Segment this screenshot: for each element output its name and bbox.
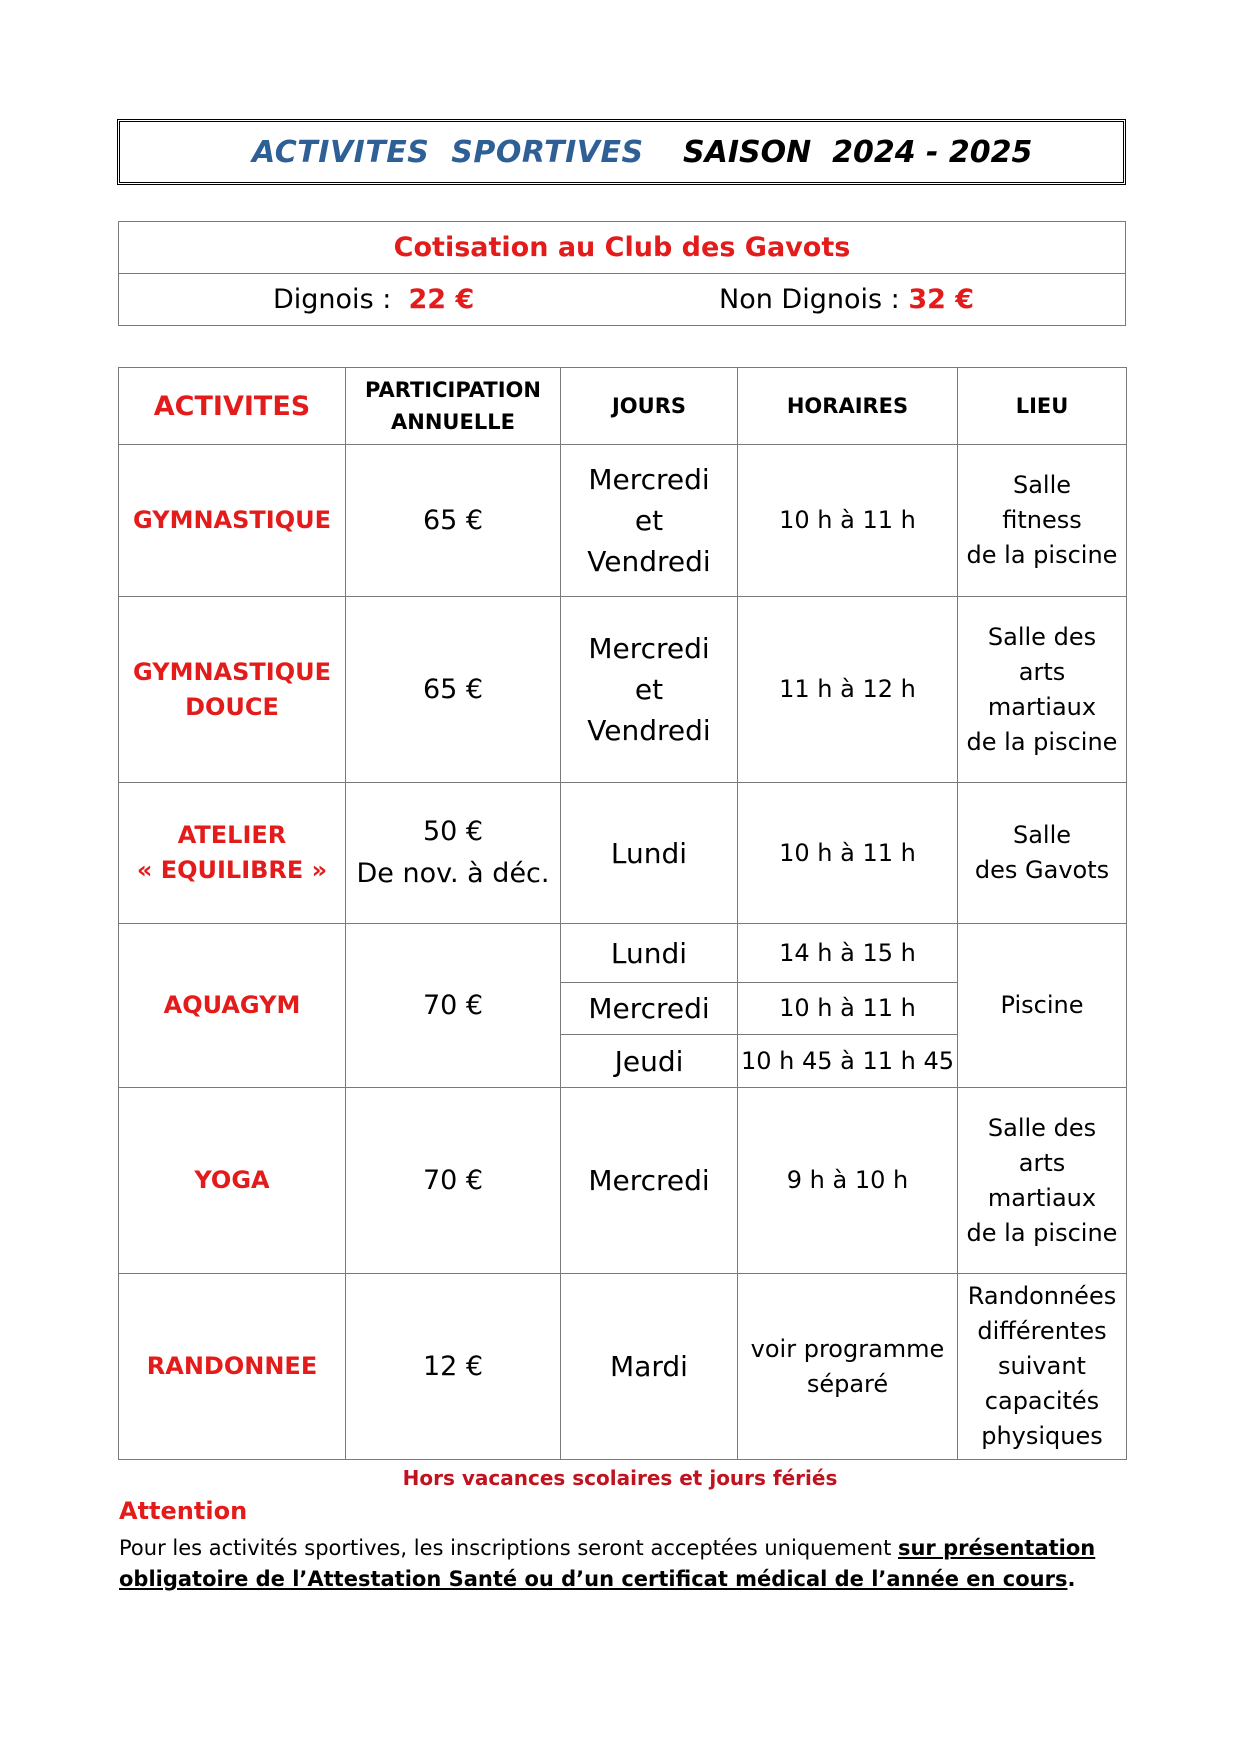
activity-place [958,597,1127,783]
header-activites: ACTIVITES [119,368,346,445]
activity-name: RANDONNEE [119,1274,346,1460]
price-line: De nov. à déc. [356,858,550,889]
title-box [117,119,1126,185]
place-line: physiques [981,1422,1103,1450]
activity-hours: 10 h à 11 h [738,983,958,1035]
day-line: et [634,673,664,706]
activities-table [118,367,1127,1460]
place-line: Salle [1012,471,1072,499]
dignois-label: Dignois : [273,284,392,315]
activity-name [119,783,346,924]
place-line: Salle des [987,1113,1097,1142]
activity-hours: 14 h à 15 h [738,924,958,983]
activity-day: Jeudi [561,1035,738,1088]
cotisation-table [118,221,1126,326]
activity-days: Mercredi [561,1088,738,1274]
header-lieu: LIEU [958,368,1127,445]
activity-days: Lundi [561,783,738,924]
activity-hours: 10 h à 11 h [738,445,958,597]
activity-place [958,1274,1127,1460]
attention-text-emphasis: sur présentation obligatoire de l’Attestation Santé ou d’un certificat médical de l’année en cours [119,1536,1096,1591]
place-line: Randonnées [967,1282,1117,1310]
non-dignois-label: Non Dignois : [719,284,900,315]
table-row [119,597,1127,783]
activity-name-line: ATELIER [177,821,287,849]
activity-name: YOGA [119,1088,346,1274]
place-line: arts [1018,1148,1066,1177]
activity-name-line: « EQUILIBRE » [136,856,328,884]
cotisation-title: Cotisation au Club des Gavots [119,222,1126,274]
place-line: Salle [1012,821,1072,849]
header-jours: JOURS [561,368,738,445]
document-title: ACTIVITES SPORTIVES [252,134,644,170]
activity-hours: 9 h à 10 h [738,1088,958,1274]
day-line: Mercredi [588,632,710,665]
holiday-note: Hors vacances scolaires et jours fériés [402,1466,838,1490]
place-line: suivant [998,1352,1086,1380]
table-row [119,1088,1127,1274]
activity-place [958,445,1127,597]
price-line: 50 € [422,816,484,847]
place-line: de la piscine [966,541,1118,569]
attention-paragraph [119,1533,1129,1595]
activity-hours [738,1274,958,1460]
header-participation-line1: PARTICIPATION [365,378,541,402]
day-line: Vendredi [587,714,711,747]
place-line: arts [1018,657,1066,686]
header-participation [346,368,561,445]
activity-hours: 11 h à 12 h [738,597,958,783]
activity-day: Lundi [561,924,738,983]
attention-heading: Attention [119,1497,248,1525]
table-row [119,445,1127,597]
place-line: capacités [984,1387,1100,1415]
activity-name [119,597,346,783]
activity-price [346,783,561,924]
table-row [119,783,1127,924]
season-title: SAISON 2024 - 2025 [683,134,1033,170]
hours-line: séparé [806,1369,889,1398]
activity-place [958,783,1127,924]
place-line: de la piscine [966,727,1118,756]
dignois-price-group [273,284,474,315]
day-line: et [634,504,664,537]
activity-name: AQUAGYM [119,924,346,1088]
activity-days: Mardi [561,1274,738,1460]
table-row [119,1274,1127,1460]
activity-days [561,445,738,597]
header-horaires: HORAIRES [738,368,958,445]
place-line: de la piscine [966,1218,1118,1247]
place-line: martiaux [987,1183,1097,1212]
header-participation-line2: ANNUELLE [391,410,515,434]
activity-price: 70 € [346,1088,561,1274]
activity-price: 65 € [346,445,561,597]
hours-line: voir programme [750,1334,945,1363]
cotisation-prices [119,274,1126,326]
activity-days [561,597,738,783]
activity-hours: 10 h à 11 h [738,783,958,924]
activity-price: 12 € [346,1274,561,1460]
table-header-row [119,368,1127,445]
activity-name-line: DOUCE [185,692,279,721]
day-line: Vendredi [587,545,711,578]
activity-place: Piscine [958,924,1127,1088]
attention-text: Pour les activités sportives, les inscriptions seront acceptées uniquement [119,1536,898,1560]
non-dignois-price-group [719,284,974,315]
non-dignois-price: 32 € [908,284,975,315]
place-line: fitness [1002,506,1082,534]
activity-name-line: GYMNASTIQUE [133,657,331,686]
place-line: martiaux [987,692,1097,721]
day-line: Mercredi [588,463,710,496]
place-line: différentes [977,1317,1107,1345]
activity-name: GYMNASTIQUE [119,445,346,597]
dignois-price: 22 € [408,284,475,315]
activity-hours: 10 h 45 à 11 h 45 [738,1035,958,1088]
activity-place [958,1088,1127,1274]
place-line: Salle des [987,622,1097,651]
table-row [119,924,1127,983]
activity-price: 70 € [346,924,561,1088]
attention-text-end: . [1067,1567,1076,1591]
activity-price: 65 € [346,597,561,783]
activity-day: Mercredi [561,983,738,1035]
place-line: des Gavots [974,856,1110,884]
